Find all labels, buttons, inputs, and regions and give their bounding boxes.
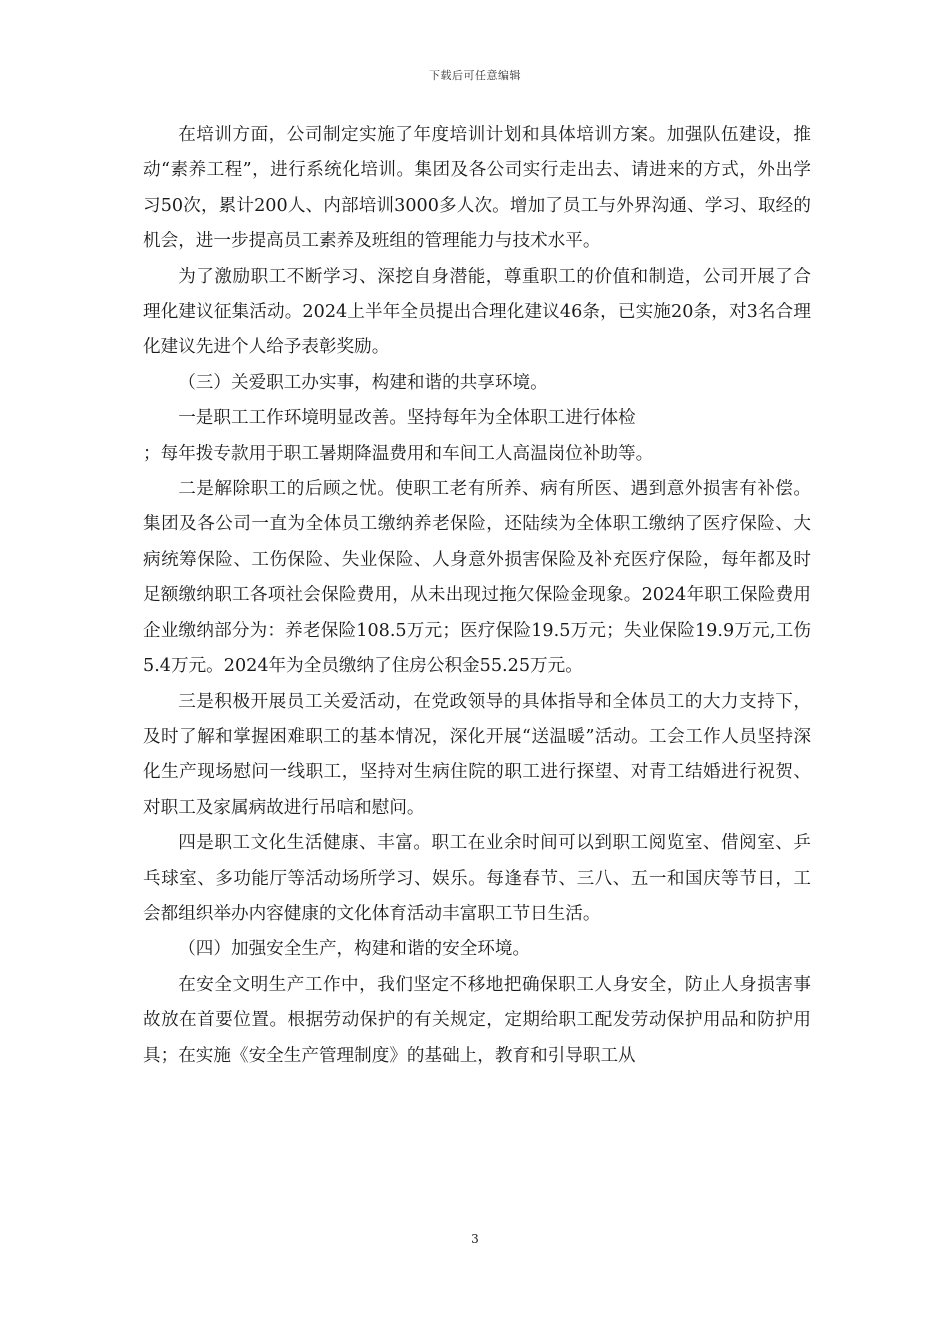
paragraph-training: 在培训方面，公司制定实施了年度培训计划和具体培训方案。加强队伍建设，推动“素养工程”，进行系统化培训。集团及各公司实行走出去、请进来的方式，外出学习50次，累计200人、内部培训3000多人次。增加了员工与外界沟通、学习、取经的机会，进一步提高员工素养及班组的管理能力与技术水平。 xyxy=(143,125,811,252)
paragraph-care-activities: 三是积极开展员工关爱活动，在党政领导的具体指导和全体员工的大力支持下，及时了解和掌握困难职工的基本情况，深化开展“送温暖”活动。工会工作人员坚持深化生产现场慰问一线职工，坚持对生病住院的职工进行探望、对青工结婚进行祝贺、对职工及家属病故进行吊唁和慰问。 xyxy=(143,691,811,818)
paragraph-insurance: 二是解除职工的后顾之忧。使职工老有所养、病有所医、遇到意外损害有补偿。集团及各公司一直为全体员工缴纳养老保险，还陆续为全体职工缴纳了医疗保险、大病统筹保险、工伤保险、失业保险、人身意外损害保险及补充医疗保险，每年都及时足额缴纳职工各项社会保险费用，从未出现过拖欠保险金现象。2024年职工保险费用企业缴纳部分为：养老保险108.5万元；医疗保险19.5万元；失业保险19.9万元,工伤5.4万元。2024年为全员缴纳了住房公积金55.25万元。 xyxy=(143,479,811,677)
document-body xyxy=(143,118,811,1074)
paragraph-safety: 在安全文明生产工作中，我们坚定不移地把确保职工人身安全，防止人身损害事故放在首要位置。根据劳动保护的有关规定，定期给职工配发劳动保护用品和防护用具；在实施《安全生产管理制度》的基础上，教育和引导职工从 xyxy=(143,974,811,1066)
paragraph-work-environment: 一是职工工作环境明显改善。坚持每年为全体职工进行体检 xyxy=(178,408,636,429)
section-heading-4: （四）加强安全生产，构建和谐的安全环境。 xyxy=(178,939,531,960)
page-number: 3 xyxy=(471,1232,479,1246)
paragraph-culture-life: 四是职工文化生活健康、丰富。职工在业余时间可以到职工阅览室、借阅室、乒乓球室、多功能厅等活动场所学习、娱乐。每逢春节、三八、五一和国庆等节日，工会都组织举办内容健康的文化体育活动丰富职工节日生活。 xyxy=(143,833,811,924)
paragraph-suggestions: 为了激励职工不断学习、深挖自身潜能，尊重职工的价值和制造，公司开展了合理化建议征集活动。2024上半年全员提出合理化建议46条，已实施20条，对3名合理化建议先进个人给予表彰奖励。 xyxy=(143,266,811,358)
paragraph-work-environment-cont: ；每年拨专款用于职工暑期降温费用和车间工人高温岗位补助等。 xyxy=(143,443,654,464)
page-header: 下载后可任意编辑 xyxy=(429,69,521,82)
section-heading-3: （三）关爱职工办实事，构建和谐的共享环境。 xyxy=(178,372,548,393)
